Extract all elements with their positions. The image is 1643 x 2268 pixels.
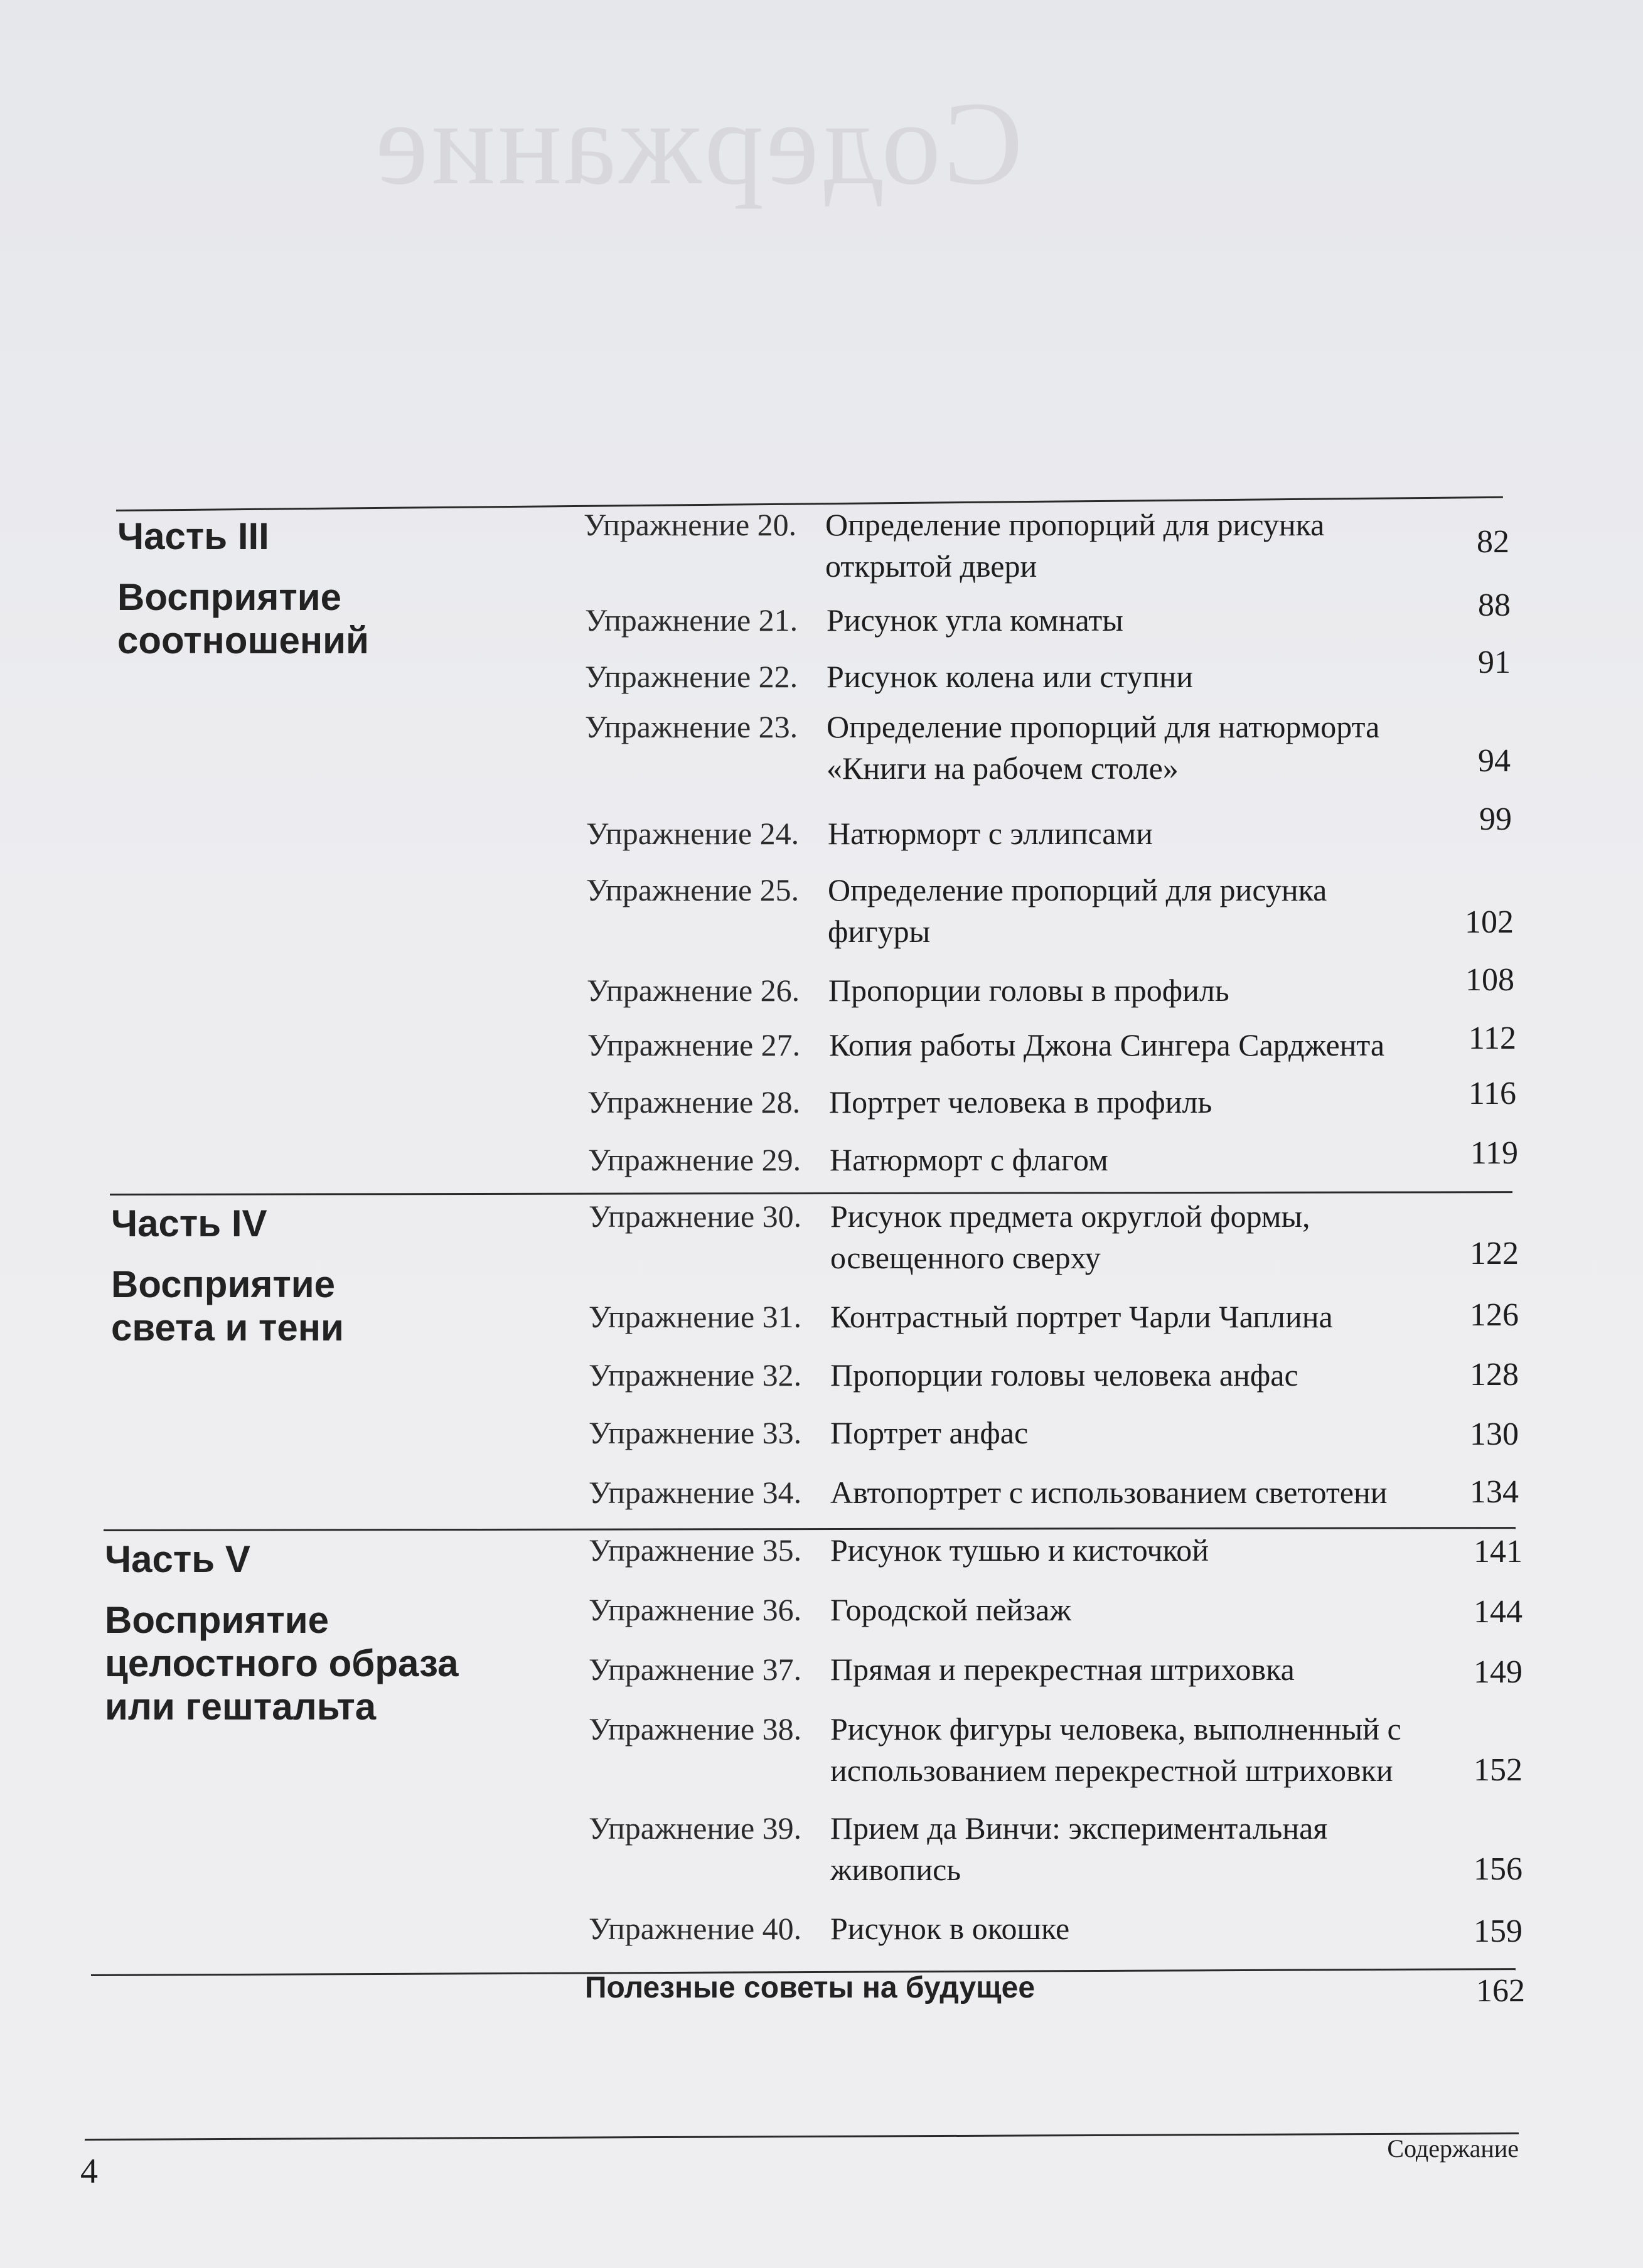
exercise-number: Упражнение 37. <box>589 1652 802 1687</box>
exercise-title: Рисунок фигуры человека, выполненный с использованием перекрестной штриховки <box>830 1711 1401 1788</box>
exercise-title: Определение пропорций для рисунка фигуры <box>828 872 1327 949</box>
exercise-title: Контрастный портрет Чарли Чаплина <box>830 1299 1333 1334</box>
part-iii <box>117 515 412 662</box>
running-head: Содержание <box>1387 2134 1519 2163</box>
page-number: 99 <box>1479 801 1512 837</box>
exercise-number: Упражнение 30. <box>589 1199 802 1234</box>
exercise-number: Упражнение 32. <box>589 1357 802 1393</box>
exercise-number: Упражнение 36. <box>589 1592 802 1627</box>
exercise-title: Рисунок колена или ступни <box>827 659 1193 694</box>
exercise-title: Рисунок тушью и кисточкой <box>830 1533 1209 1568</box>
page-number: 116 <box>1468 1076 1516 1111</box>
page-number: 149 <box>1474 1654 1523 1690</box>
page-number: 102 <box>1465 904 1514 940</box>
exercise-title: Определение пропорций для рисунка открытой двери <box>825 507 1325 584</box>
page-number: 122 <box>1470 1236 1519 1271</box>
rule-bottom <box>85 2132 1519 2141</box>
exercise-number: Упражнение 38. <box>589 1711 802 1746</box>
page-number: 108 <box>1465 962 1514 998</box>
exercise-number: Упражнение 20. <box>584 507 797 542</box>
page-number: 134 <box>1470 1474 1519 1510</box>
part-iv <box>111 1202 387 1349</box>
exercise-title: Копия работы Джона Сингера Сарджента <box>829 1027 1385 1062</box>
part-iii-title: Восприятие соотношений <box>117 576 369 661</box>
part-v-title: Восприятие целостного образа или гештальта <box>105 1599 459 1728</box>
part-iv-label: Часть IV <box>111 1202 267 1244</box>
page-number: 159 <box>1474 1913 1523 1949</box>
exercise-number: Упражнение 31. <box>589 1299 802 1334</box>
tips-heading: Полезные советы на будущее <box>585 1971 1036 2004</box>
exercise-number: Упражнение 24. <box>586 816 800 851</box>
part-v <box>105 1538 506 1728</box>
page-number: 82 <box>1477 524 1509 560</box>
part-v-label: Часть V <box>105 1538 250 1580</box>
exercise-title: Автопортрет с использованием светотени <box>830 1475 1388 1510</box>
part-iv-title: Восприятие света и тени <box>111 1263 344 1349</box>
page-number: 128 <box>1470 1357 1519 1393</box>
exercise-title: Рисунок в окошке <box>830 1911 1070 1946</box>
page-number: 88 <box>1478 587 1511 623</box>
exercise-title: Рисунок предмета округлой формы, освещенного сверху <box>830 1199 1310 1275</box>
exercise-title: Прием да Винчи: экспериментальная живопись <box>830 1811 1328 1887</box>
exercise-title: Пропорции головы в профиль <box>828 973 1229 1008</box>
exercise-number: Упражнение 39. <box>589 1811 802 1846</box>
exercise-number: Упражнение 21. <box>585 602 798 638</box>
exercise-number: Упражнение 28. <box>587 1084 801 1120</box>
exercise-title: Рисунок угла комнаты <box>827 602 1123 638</box>
exercise-title: Городской пейзаж <box>830 1592 1071 1627</box>
tips-page-number: 162 <box>1476 1973 1525 2009</box>
exercise-number: Упражнение 25. <box>586 872 800 907</box>
exercise-title: Пропорции головы человека анфас <box>830 1357 1298 1393</box>
exercise-number: Упражнение 29. <box>588 1142 801 1177</box>
rule-part-iv <box>110 1191 1512 1196</box>
exercise-number: Упражнение 33. <box>589 1415 802 1450</box>
page-number: 144 <box>1474 1594 1523 1630</box>
exercise-number: Упражнение 27. <box>587 1027 801 1062</box>
exercise-title: Определение пропорций для натюрморта «Книги на рабочем столе» <box>827 709 1380 786</box>
ghost-title-showthrough: Содержание <box>373 78 1023 210</box>
exercise-title: Портрет анфас <box>830 1415 1029 1450</box>
exercise-number: Упражнение 26. <box>587 973 800 1008</box>
page-number: 152 <box>1474 1752 1523 1788</box>
page-number: 156 <box>1474 1851 1523 1887</box>
exercise-title: Прямая и перекрестная штриховка <box>830 1652 1295 1687</box>
part-iii-label: Часть III <box>117 515 269 557</box>
page-number: 130 <box>1470 1416 1519 1452</box>
exercise-number: Упражнение 40. <box>589 1911 802 1946</box>
page-number: 94 <box>1478 743 1511 779</box>
page-folio: 4 <box>80 2152 98 2191</box>
exercise-title: Портрет человека в профиль <box>829 1084 1212 1120</box>
exercise-number: Упражнение 34. <box>589 1475 802 1510</box>
page-number: 91 <box>1478 645 1511 680</box>
page-number: 119 <box>1470 1135 1518 1171</box>
page-number: 126 <box>1470 1297 1519 1333</box>
exercise-title: Натюрморт с эллипсами <box>828 816 1153 851</box>
page-number: 141 <box>1474 1534 1523 1570</box>
exercise-number: Упражнение 22. <box>585 659 798 694</box>
exercise-number: Упражнение 35. <box>589 1533 802 1568</box>
exercise-title: Натюрморт с флагом <box>830 1142 1108 1177</box>
exercise-number: Упражнение 23. <box>585 709 798 744</box>
page-number: 112 <box>1468 1020 1516 1056</box>
